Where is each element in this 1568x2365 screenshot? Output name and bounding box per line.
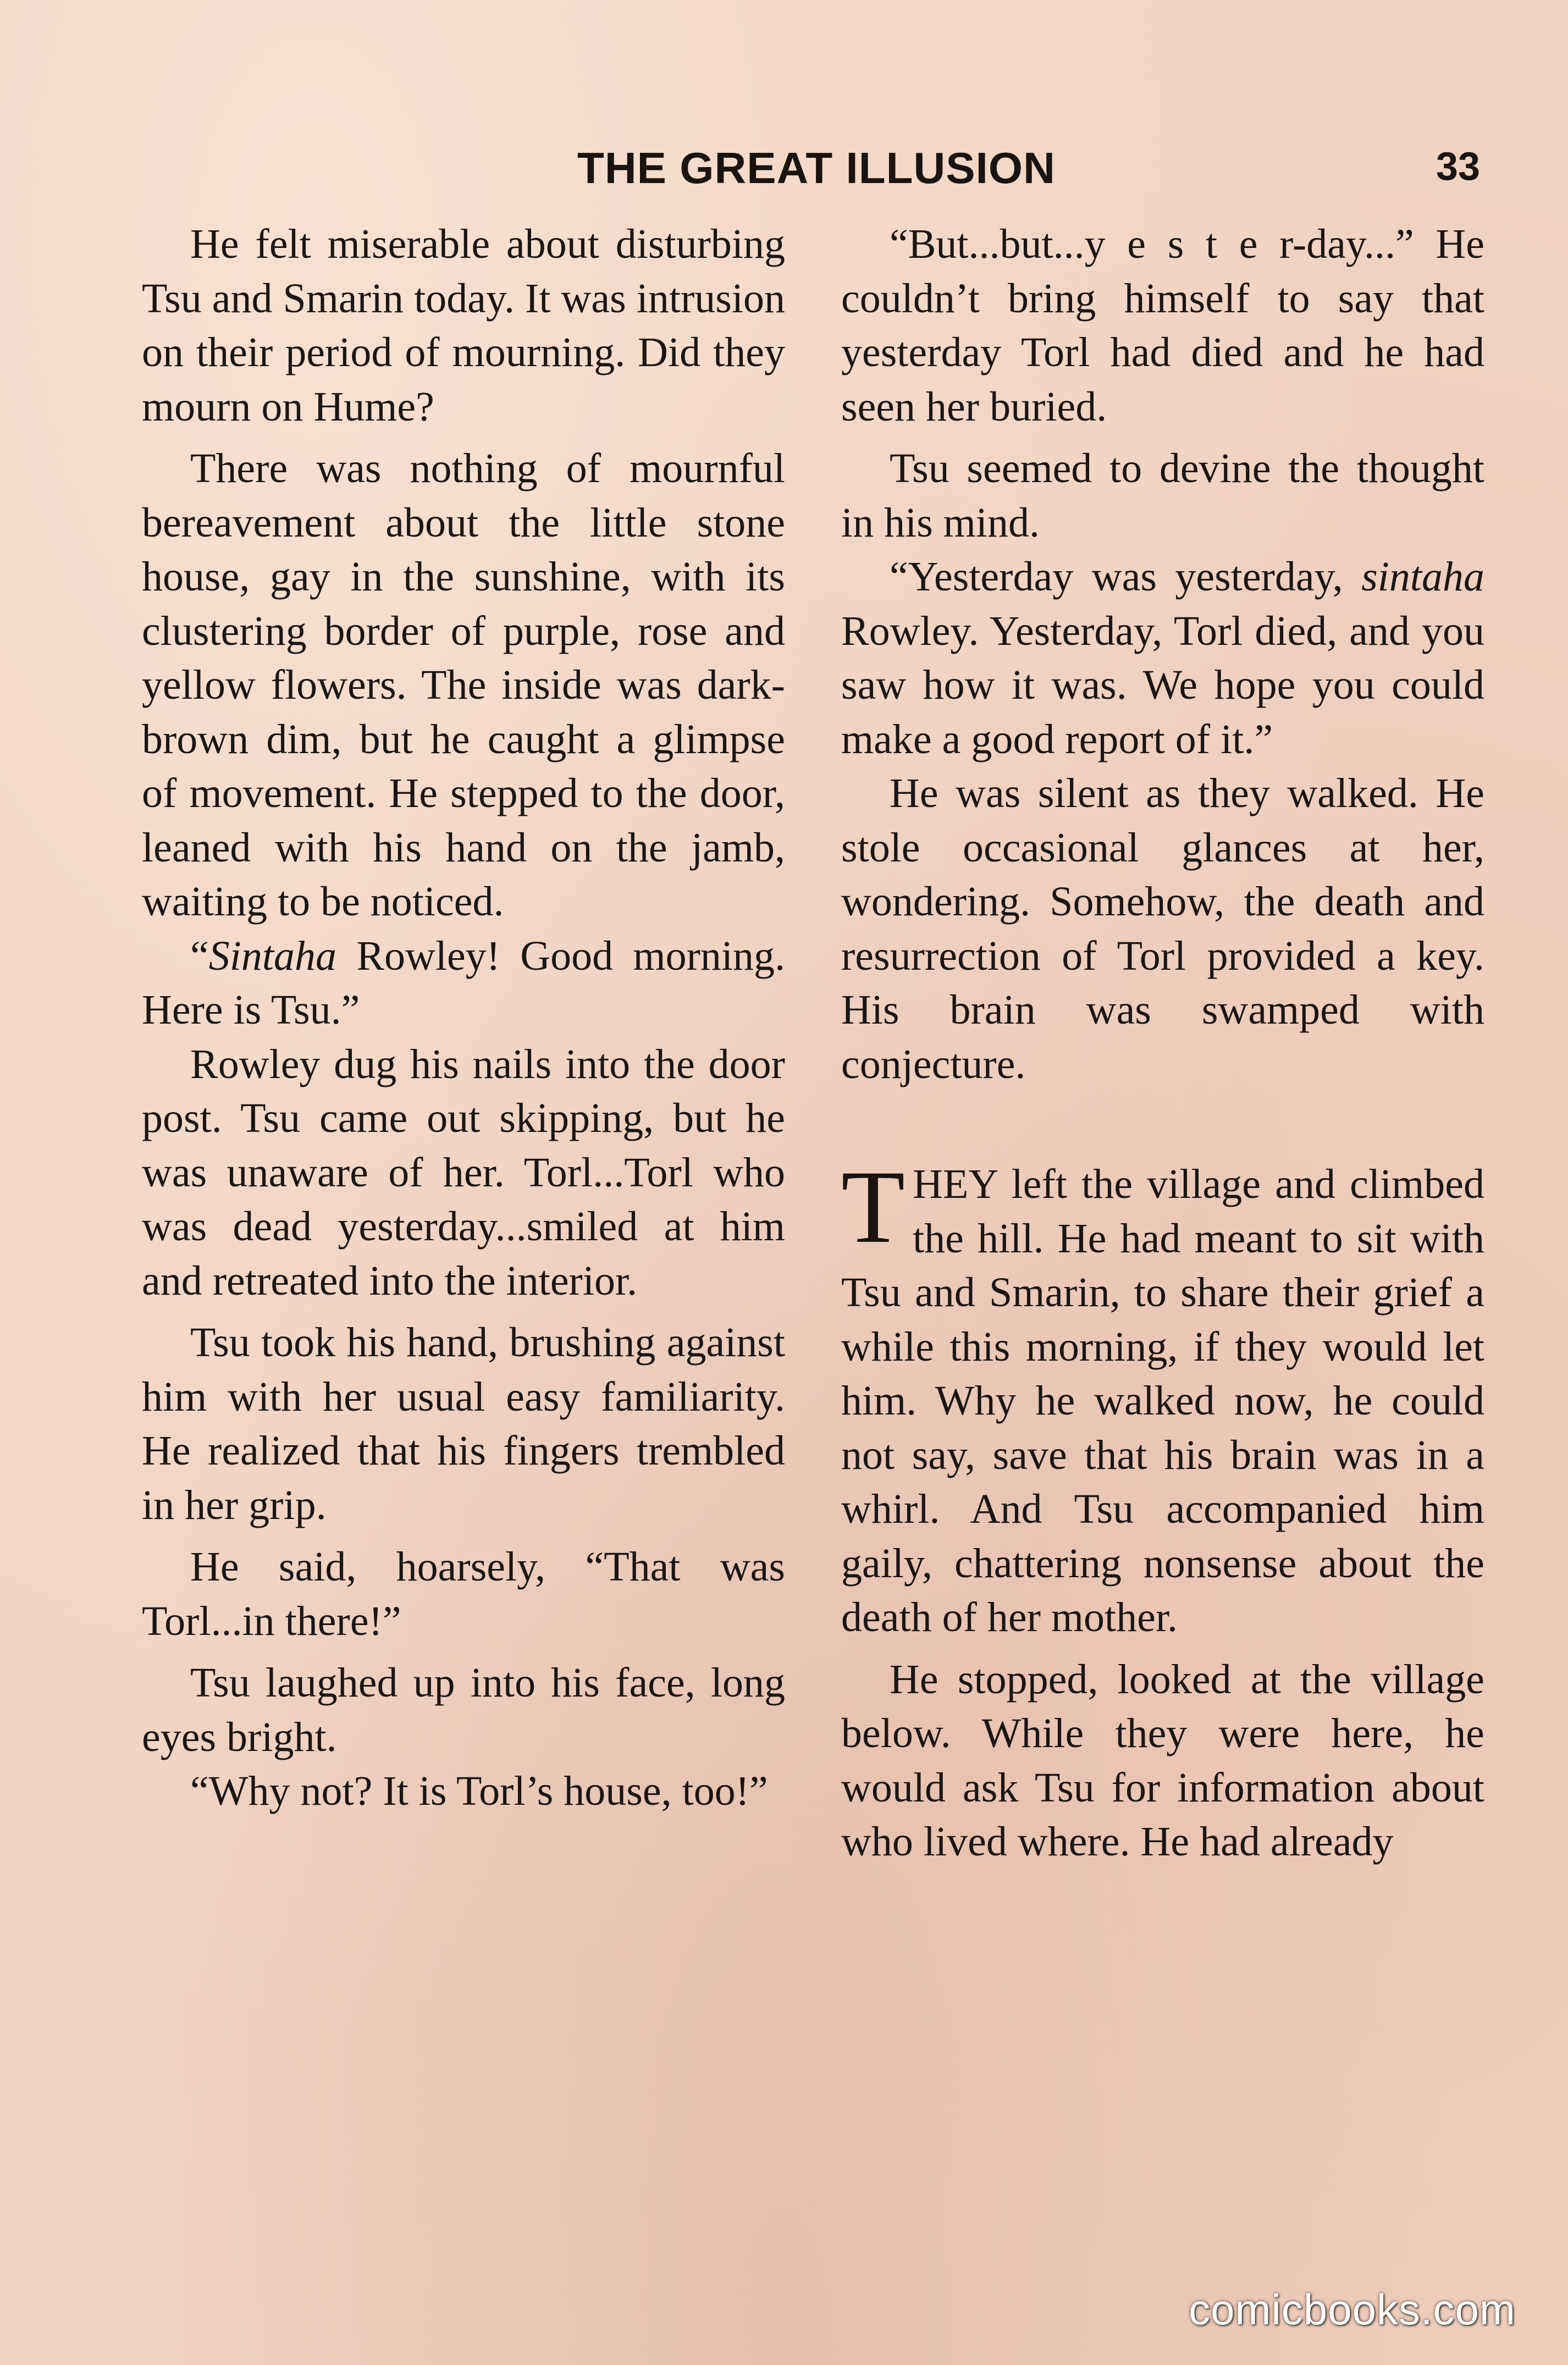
page-number: 33 — [1436, 145, 1480, 189]
paragraph — [841, 550, 1484, 766]
running-title: THE GREAT ILLUSION — [577, 143, 1056, 192]
paragraph — [142, 929, 785, 1037]
right-column — [841, 217, 1484, 1869]
paragraph: Tsu took his hand, brushing against him with her usual easy familiarity. He realized that his fingers trembled in her grip. — [142, 1319, 785, 1528]
italic-word: sintaha — [1361, 554, 1484, 600]
paragraph: He stopped, looked at the village below. While they were here, he would ask Tsu for information about who lived where. He had already — [841, 1656, 1484, 1865]
paragraph: There was nothing of mournful bereavement about the little stone house, gay in the sunshine, with its clustering border of purple, rose and yellow flowers. The inside was dark-brown dim, but he caught a glimpse of movement. He stepped to the door, leaned with his hand on the jamb, waiting to be noticed. — [142, 445, 785, 925]
paragraph-text: Rowley! Good morning. Here is Tsu.” — [142, 932, 785, 1033]
paragraph: Tsu seemed to devine the thought in his mind. — [841, 445, 1484, 546]
paragraph: He was silent as they walked. He stole occasional glances at her, wondering. Somehow, the death and resurrection of Torl provided a key. His brain was swamped with conjecture. — [841, 770, 1484, 1087]
paragraph-text: HEY left the village and climbed the hill. He had meant to sit with Tsu and Smarin, to share their grief a while this morning, if they would let him. Why he walked now, he could not say, save that his brain was in a whirl. And Tsu accompanied him gaily, chattering nonsense about the death of her mother. — [841, 1161, 1484, 1640]
paragraph: “Why not? It is Torl’s house, too!” — [190, 1768, 768, 1814]
italic-word: Sintaha — [208, 932, 336, 979]
paragraph: Rowley dug his nails into the door post. Tsu came out skipping, but he was unaware of her. Torl...Torl who was dead yesterday...smiled at him and retreated into the interior. — [142, 1041, 785, 1304]
paragraph — [841, 1150, 1484, 1645]
left-column — [142, 217, 785, 1819]
watermark-text: comicbooks.com — [1189, 2285, 1516, 2334]
paragraph: Tsu laughed up into his face, long eyes bright. — [142, 1660, 785, 1760]
drop-cap: T — [841, 1150, 906, 1265]
paragraph: He felt miserable about disturbing Tsu and Smarin today. It was intrusion on their period of mourning. Did they mourn on Hume? — [142, 221, 785, 430]
paragraph-text: Rowley. Yesterday, Torl died, and you saw how it was. We hope you could make a good report of it.” — [841, 607, 1484, 762]
paragraph: He said, hoarsely, “That was Torl...in there!” — [142, 1544, 785, 1644]
quote-mark: “ — [190, 932, 209, 979]
paragraph: “But...but...y e s t e r-day...” He couldn’t bring himself to say that yesterday Torl had died and he had seen her buried. — [841, 221, 1484, 430]
paragraph-text: “Yesterday was yesterday, — [890, 554, 1362, 600]
